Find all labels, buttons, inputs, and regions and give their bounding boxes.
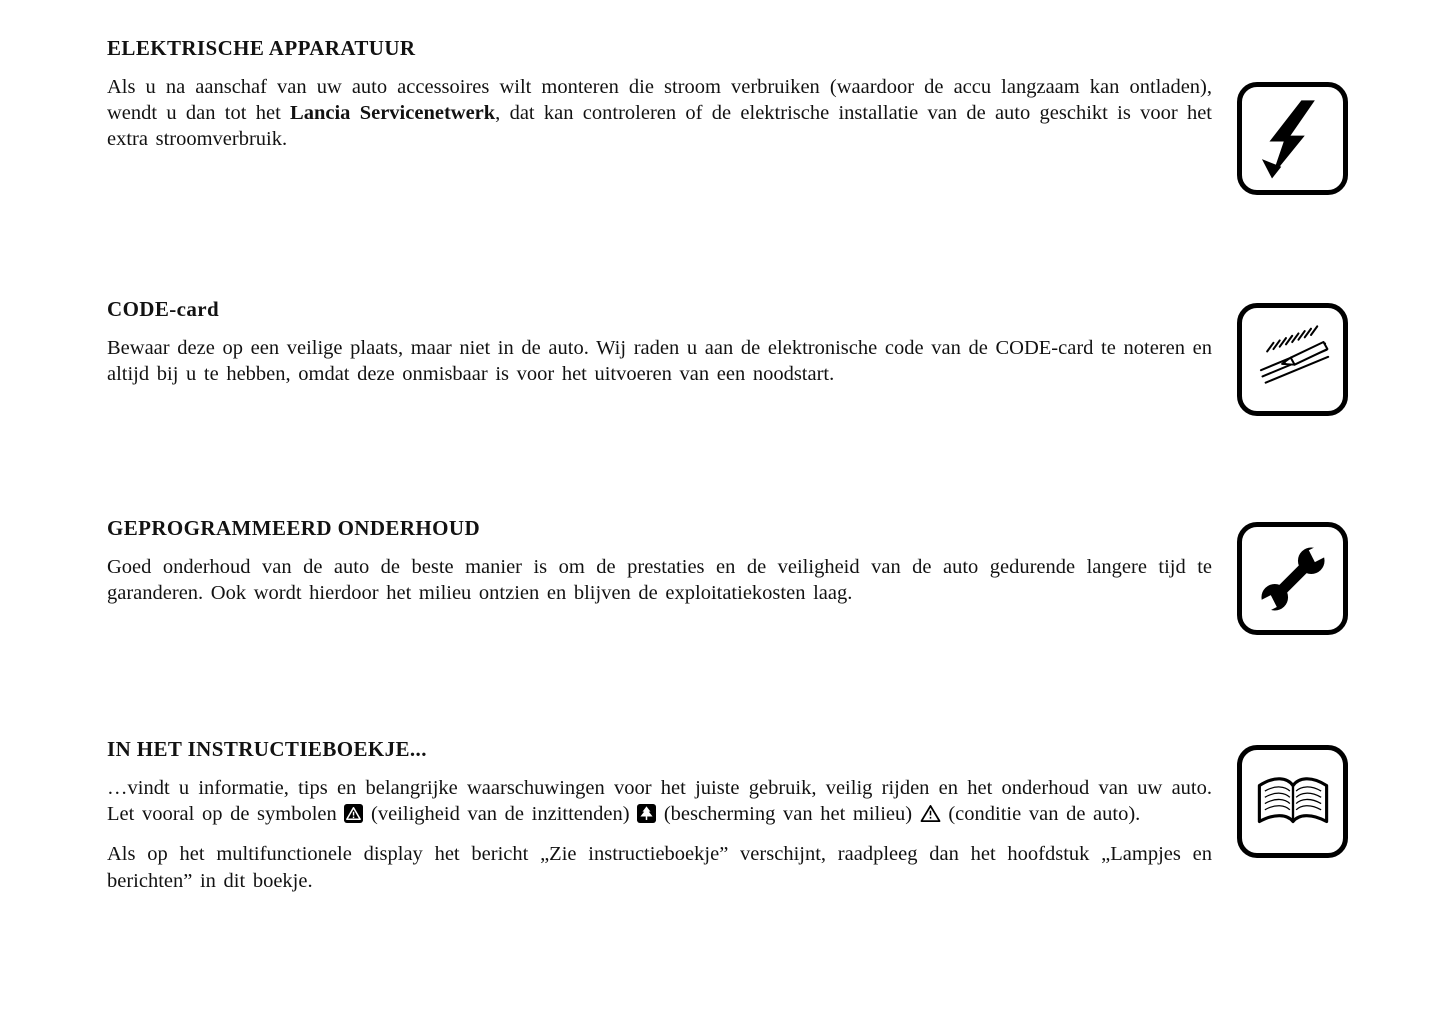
open-book-glyph — [1250, 759, 1336, 845]
code-card-pencil-glyph — [1250, 317, 1336, 403]
body-text: (conditie van de auto). — [940, 803, 1141, 826]
lightning-arrow-icon — [1237, 82, 1348, 195]
environment-icon — [637, 804, 656, 823]
section-body-display-message: Als op het multifunctionele display het bericht „Zie instructieboekje” verschijnt, raadpleeg dan het hoofdstuk „Lampjes en berichten” in dit boekje. — [107, 843, 1212, 892]
section-elektrische-apparatuur — [0, 36, 1445, 167]
body-text: …vindt u informatie, tips en belangrijke waarschuwingen voor het juiste gebruik, veilig rijden en het onderhoud van uw auto. Let vooral op de symbolen — [107, 777, 1212, 826]
passenger-safety-icon — [344, 804, 363, 823]
body-text: , dat kan controleren of de elektrische installatie van de auto geschikt is voor het extra stroomverbruik. — [107, 102, 1212, 151]
body-text: (veiligheid van de inzittenden) — [363, 803, 638, 826]
open-book-icon — [1237, 745, 1348, 858]
section-body: Bewaar deze op een veilige plaats, maar niet in de auto. Wij raden u aan de elektronische code van de CODE-card te noteren en altijd bij u te hebben, omdat deze onmisbaar is voor het uitvoeren van een noodstart. — [107, 337, 1212, 386]
section-in-het-instructieboekje — [0, 737, 1445, 908]
section-body — [107, 74, 1212, 153]
section-heading: ELEKTRISCHE APPARATUUR — [107, 36, 416, 60]
section-heading: GEPROGRAMMEERD ONDERHOUD — [107, 516, 481, 540]
section-heading: CODE-card — [107, 297, 220, 321]
code-card-pencil-icon — [1237, 303, 1348, 416]
wrench-glyph — [1250, 536, 1336, 622]
section-code-card — [0, 297, 1445, 401]
bold-text: Lancia Servicenetwerk — [290, 102, 496, 125]
body-text: (bescherming van het milieu) — [656, 803, 920, 826]
section-geprogrammeerd-onderhoud — [0, 516, 1445, 620]
lightning-arrow-glyph — [1251, 97, 1335, 181]
section-body: Goed onderhoud van de auto de beste manier is om de prestaties en de veiligheid van de auto gedurende langere tijd te garanderen. Ook wordt hierdoor het milieu ontzien en blijven de exploitatiekosten laag. — [107, 556, 1212, 605]
body-text: Als u na aanschaf van uw auto accessoires wilt monteren die stroom verbruiken (waardoor de accu langzaam kan ontladen), wendt u dan tot het — [107, 76, 1212, 125]
section-heading: IN HET INSTRUCTIEBOEKJE... — [107, 737, 427, 761]
car-condition-icon — [920, 804, 941, 823]
wrench-icon — [1237, 522, 1348, 635]
section-body-symbols — [107, 775, 1212, 827]
